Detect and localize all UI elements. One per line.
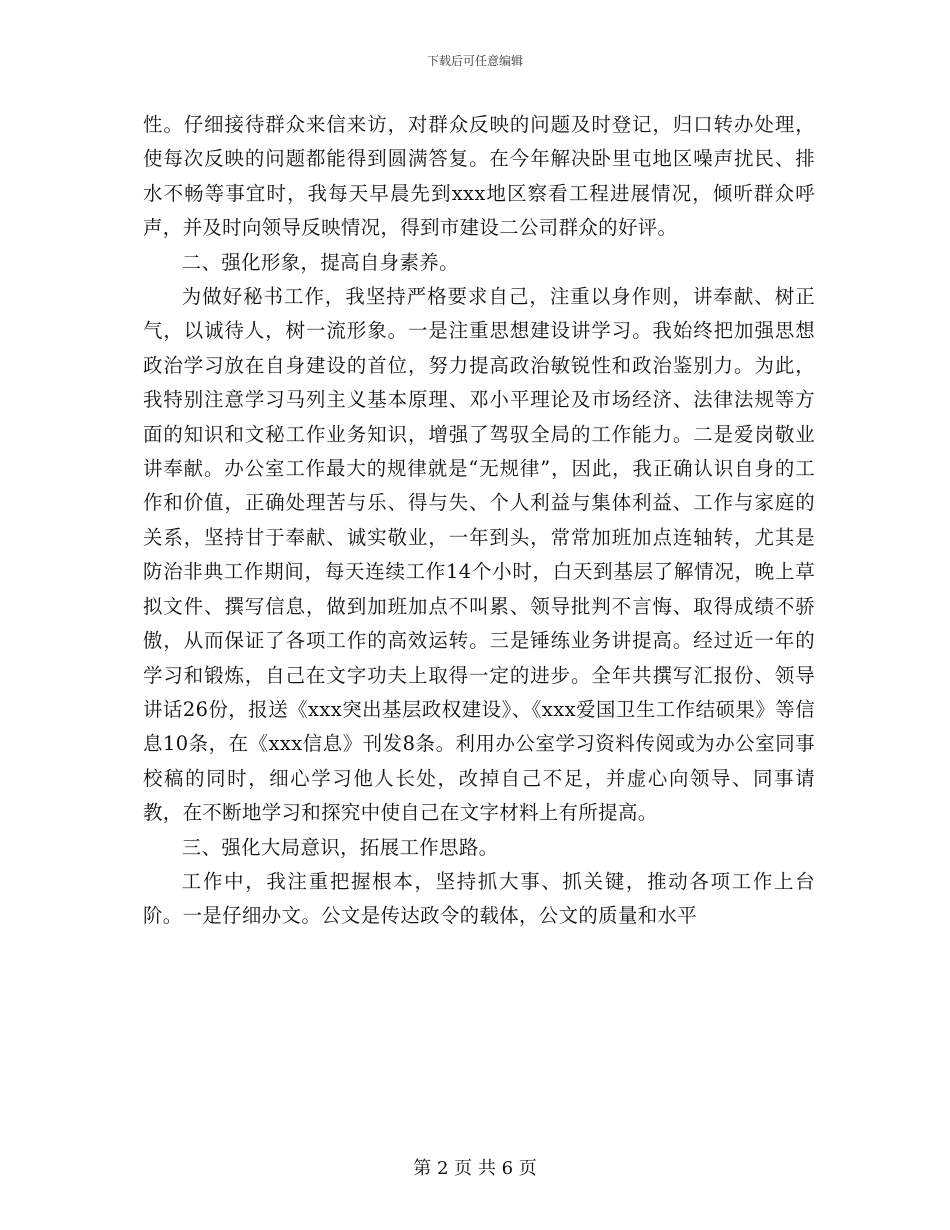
- section-heading-3: 三、强化大局意识，拓展工作思路。: [181, 835, 499, 859]
- paragraph-continuation: 性。仔细接待群众来信来访，对群众反映的问题及时登记，归口转办处理，使每次反映的问题都能得到圆满答复。在今年解决卧里屯地区噪声扰民、排水不畅等事宜时，我每天早晨先到xxx地区察看工程进展情况，倾听群众呼声，并及时向领导反映情况，得到市建设二公司群众的好评。: [143, 113, 815, 240]
- section-heading-2: 二、强化形象，提高自身素养。: [181, 250, 459, 274]
- paragraph-image-building: 为做好秘书工作，我坚持严格要求自己，注重以身作则，讲奉献、树正气，以诚待人，树一流形象。一是注重思想建设讲学习。我始终把加强思想政治学习放在自身建设的首位，努力提高政治敏锐性和政治鉴别力。为此，我特别注意学习马列主义基本原理、邓小平理论及市场经济、法律法规等方面的知识和文秘工作业务知识，增强了驾驭全局的工作能力。二是爱岗敬业讲奉献。办公室工作最大的规律就是“无规律”，因此，我正确认识自身的工作和价值，正确处理苦与乐、得与失、个人利益与集体利益、工作与家庭的关系，坚持甘于奉献、诚实敬业，一年到头，常常加班加点连轴转，尤其是防治非典工作期间，每天连续工作14个小时，白天到基层了解情况，晚上草拟文件、撰写信息，做到加班加点不叫累、领导批判不言悔、取得成绩不骄傲，从而保证了各项工作的高效运转。三是锤练业务讲提高。经过近一年的学习和锻炼，自己在文字功夫上取得一定的进步。全年共撰写汇报份、领导讲话26份，报送《xxx突出基层政权建设》、《xxx爱国卫生工作结硕果》等信息10条，在《xxx信息》刊发8条。利用办公室学习资料传阅或为办公室同事校稿的同时，细心学习他人长处，改掉自己不足，并虚心向领导、同事请教，在不断地学习和探究中使自己在文字材料上有所提高。: [143, 285, 815, 825]
- document-body: [143, 108, 815, 934]
- page-header-note: 下载后可任意编辑: [426, 54, 523, 68]
- paragraph-work-ideas: 工作中，我注重把握根本，坚持抓大事、抓关键，推动各项工作上台阶。一是仔细办文。公文是传达政令的载体，公文的质量和水平: [143, 869, 815, 928]
- page-number-footer: 第 2 页 共 6 页: [413, 1158, 537, 1179]
